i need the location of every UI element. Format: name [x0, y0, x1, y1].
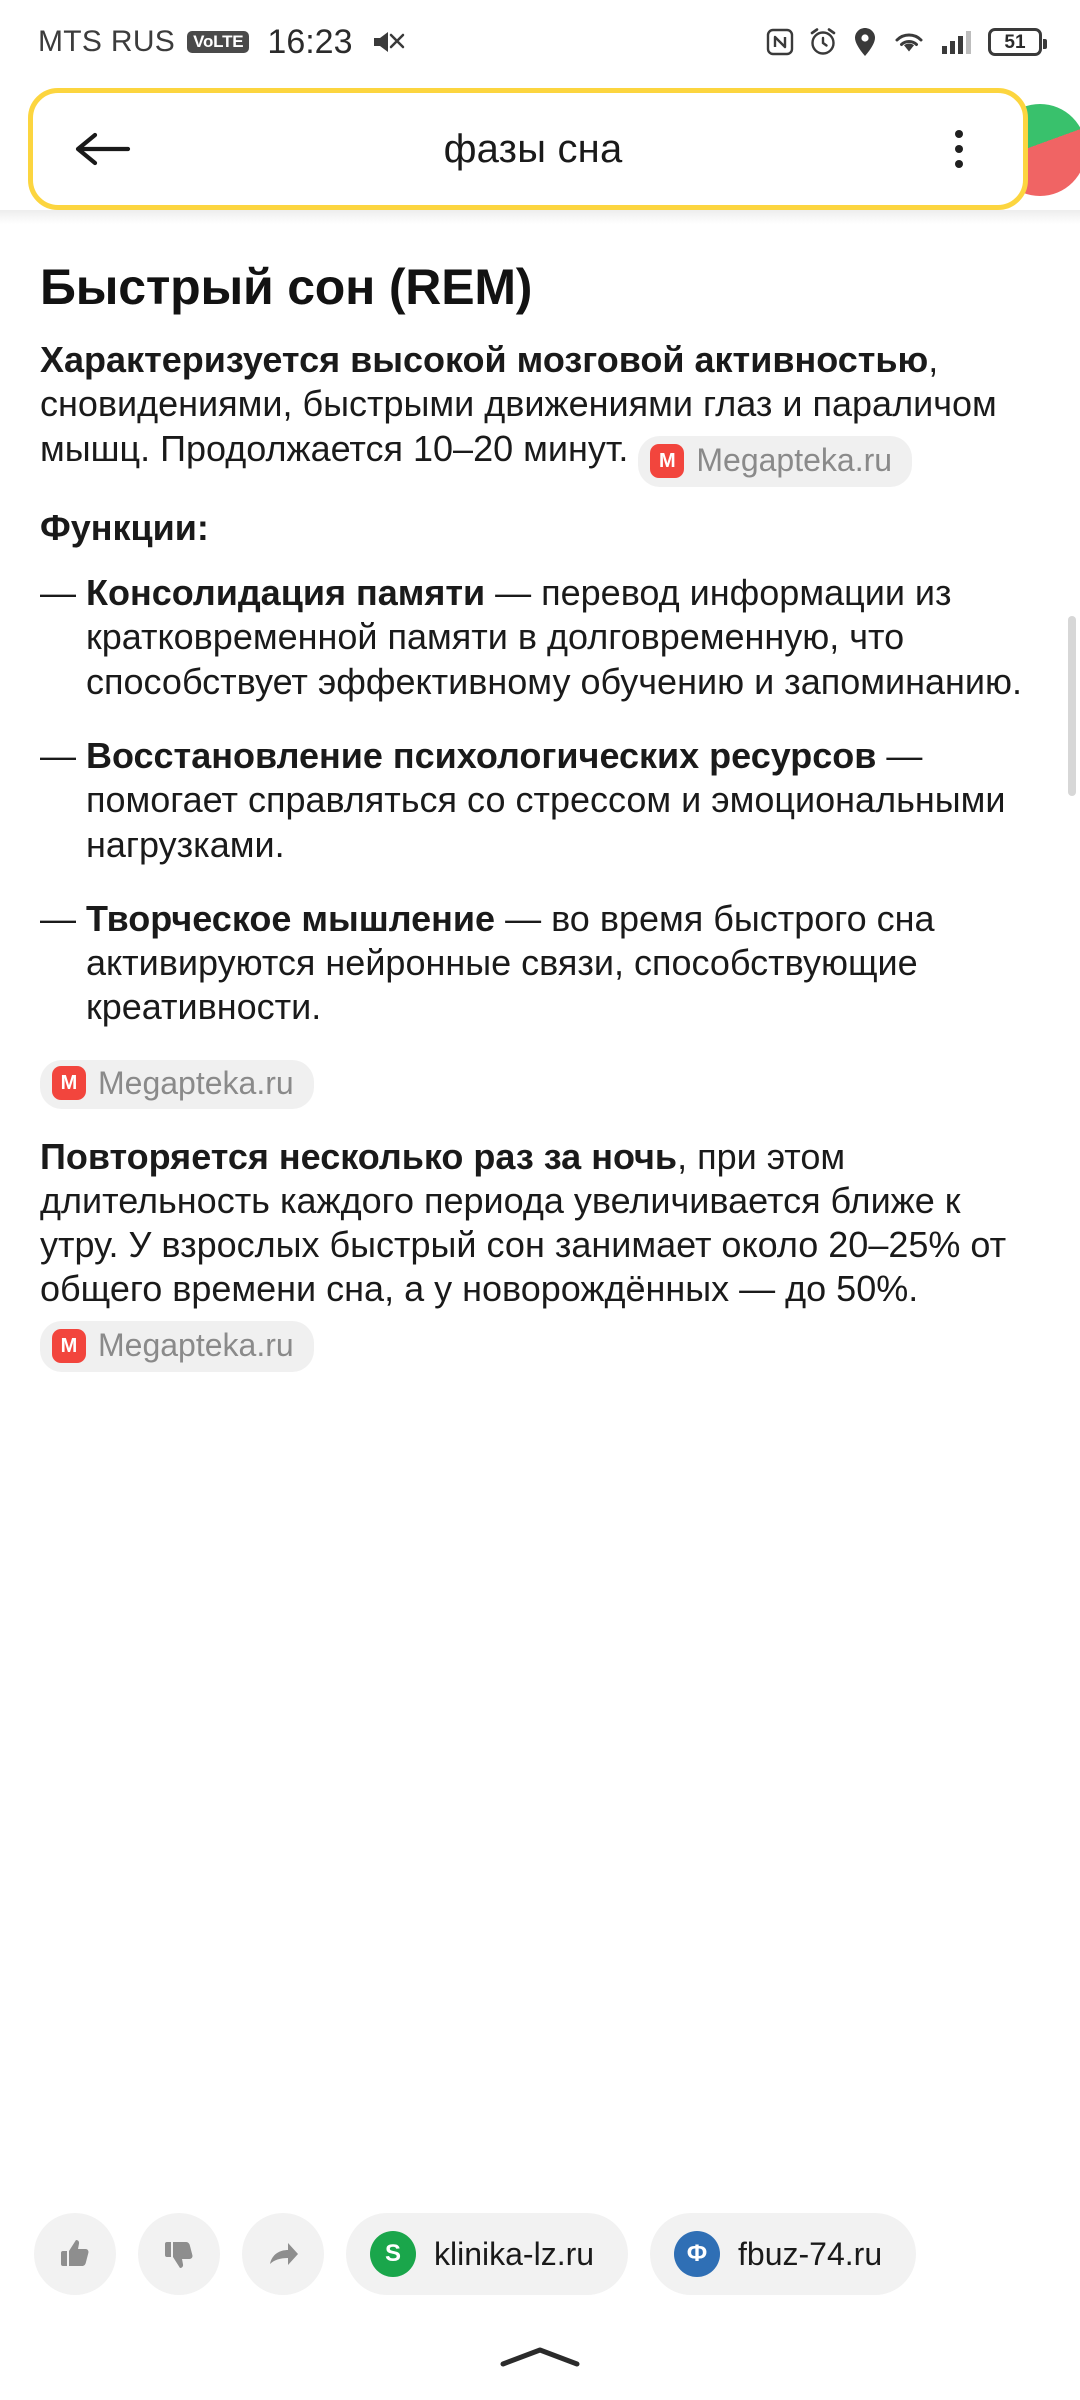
mute-icon — [371, 27, 405, 57]
bullet-text — [86, 897, 1040, 1030]
source-chip-inline-1[interactable] — [638, 436, 912, 487]
intro-rest: , сновидениями, быстрыми движениями глаз и параличом мышц. Продолжается 10–20 минут. — [40, 339, 997, 469]
status-bar — [0, 0, 1080, 84]
thumbs-up-icon — [54, 2233, 96, 2275]
volte-badge: VoLTE — [187, 31, 249, 53]
bullet-dash: — — [40, 897, 76, 939]
intro-bold-lead: Характеризуется высокой мозговой активностью — [40, 339, 929, 380]
bullet-rest: — во время быстрого сна активируются нейронные связи, способствующие креативности. — [86, 897, 935, 1028]
list-item — [40, 897, 1040, 1030]
status-bar-left — [38, 23, 405, 62]
action-bar — [0, 2194, 1080, 2314]
bullet-text — [86, 734, 1040, 867]
nfc-icon — [766, 28, 794, 56]
system-nav-bar — [0, 2314, 1080, 2400]
megapteka-favicon-icon: M — [52, 1329, 86, 1363]
closing-paragraph — [40, 1135, 1040, 1373]
page-title: Быстрый сон (REM) — [40, 259, 533, 315]
source-chip-inline-3[interactable] — [40, 1321, 314, 1372]
closing-bold-lead: Повторяется несколько раз за ночь — [40, 1135, 678, 1177]
source-chip-label: Megapteka.ru — [98, 1064, 294, 1101]
fbuz-favicon-icon: Ф — [674, 2231, 720, 2277]
bullet-text — [86, 571, 1040, 704]
signal-icon — [940, 28, 974, 56]
share-button[interactable] — [242, 2213, 324, 2295]
alarm-icon — [808, 27, 838, 57]
functions-list — [40, 571, 1040, 1029]
closing-rest: , при этом длительность каждого периода увеличивается ближе к утру. У взрослых быстрый сон занимает около 20–25% от общего времени сна, а у новорождённых — до 50%. — [40, 1135, 1007, 1310]
bullet-rest: — перевод информации из кратковременной памяти в долговременную, что способствует эффективному обучению и запоминанию. — [86, 572, 1022, 702]
share-arrow-icon — [262, 2233, 304, 2275]
bullet-dash: — — [40, 735, 76, 777]
search-bar[interactable] — [28, 88, 1028, 210]
source-chip-label: Megapteka.ru — [696, 441, 893, 478]
source-chip-inline-2[interactable] — [40, 1060, 314, 1109]
thumbs-down-icon — [158, 2233, 200, 2275]
clock-label: 16:23 — [267, 22, 353, 61]
nav-chevron-up-icon[interactable] — [495, 2344, 585, 2370]
bullet-bold: Консолидация памяти — [86, 572, 486, 614]
location-icon — [852, 27, 878, 57]
battery-indicator — [988, 28, 1042, 56]
intro-paragraph — [40, 338, 1040, 487]
overflow-menu-icon[interactable] — [929, 114, 989, 184]
article-content — [0, 216, 1080, 1372]
list-item — [40, 734, 1040, 867]
source-link-label: klinika-lz.ru — [434, 2235, 595, 2272]
source-link-label: fbuz-74.ru — [738, 2235, 883, 2272]
bullet-bold: Творческое мышление — [86, 897, 496, 939]
dislike-button[interactable] — [138, 2213, 220, 2295]
page-scrollbar[interactable] — [1068, 616, 1076, 796]
source-chip-label: Megapteka.ru — [98, 1327, 294, 1363]
search-query-text[interactable]: фазы сна — [443, 126, 623, 171]
source-chip-block — [40, 1060, 1040, 1109]
bullet-dash: — — [40, 572, 76, 614]
megapteka-favicon-icon: M — [650, 444, 684, 478]
status-bar-right — [766, 27, 1042, 57]
bullet-bold: Восстановление психологических ресурсов — [86, 735, 877, 777]
like-button[interactable] — [34, 2213, 116, 2295]
wifi-icon — [892, 28, 926, 56]
bullet-rest: — помогает справляться со стрессом и эмоциональными нагрузками. — [86, 735, 1006, 865]
top-bar — [0, 84, 1080, 216]
carrier-label: MTS RUS — [38, 25, 176, 58]
megapteka-favicon-icon: M — [52, 1066, 86, 1100]
back-arrow-icon[interactable] — [67, 114, 137, 184]
klinika-favicon-icon: S — [370, 2231, 416, 2277]
functions-label: Функции: — [40, 507, 209, 549]
source-link-fbuz[interactable] — [650, 2213, 916, 2295]
battery-percent-label: 51 — [1004, 31, 1026, 53]
list-item — [40, 571, 1040, 704]
source-link-klinika[interactable] — [346, 2213, 628, 2295]
